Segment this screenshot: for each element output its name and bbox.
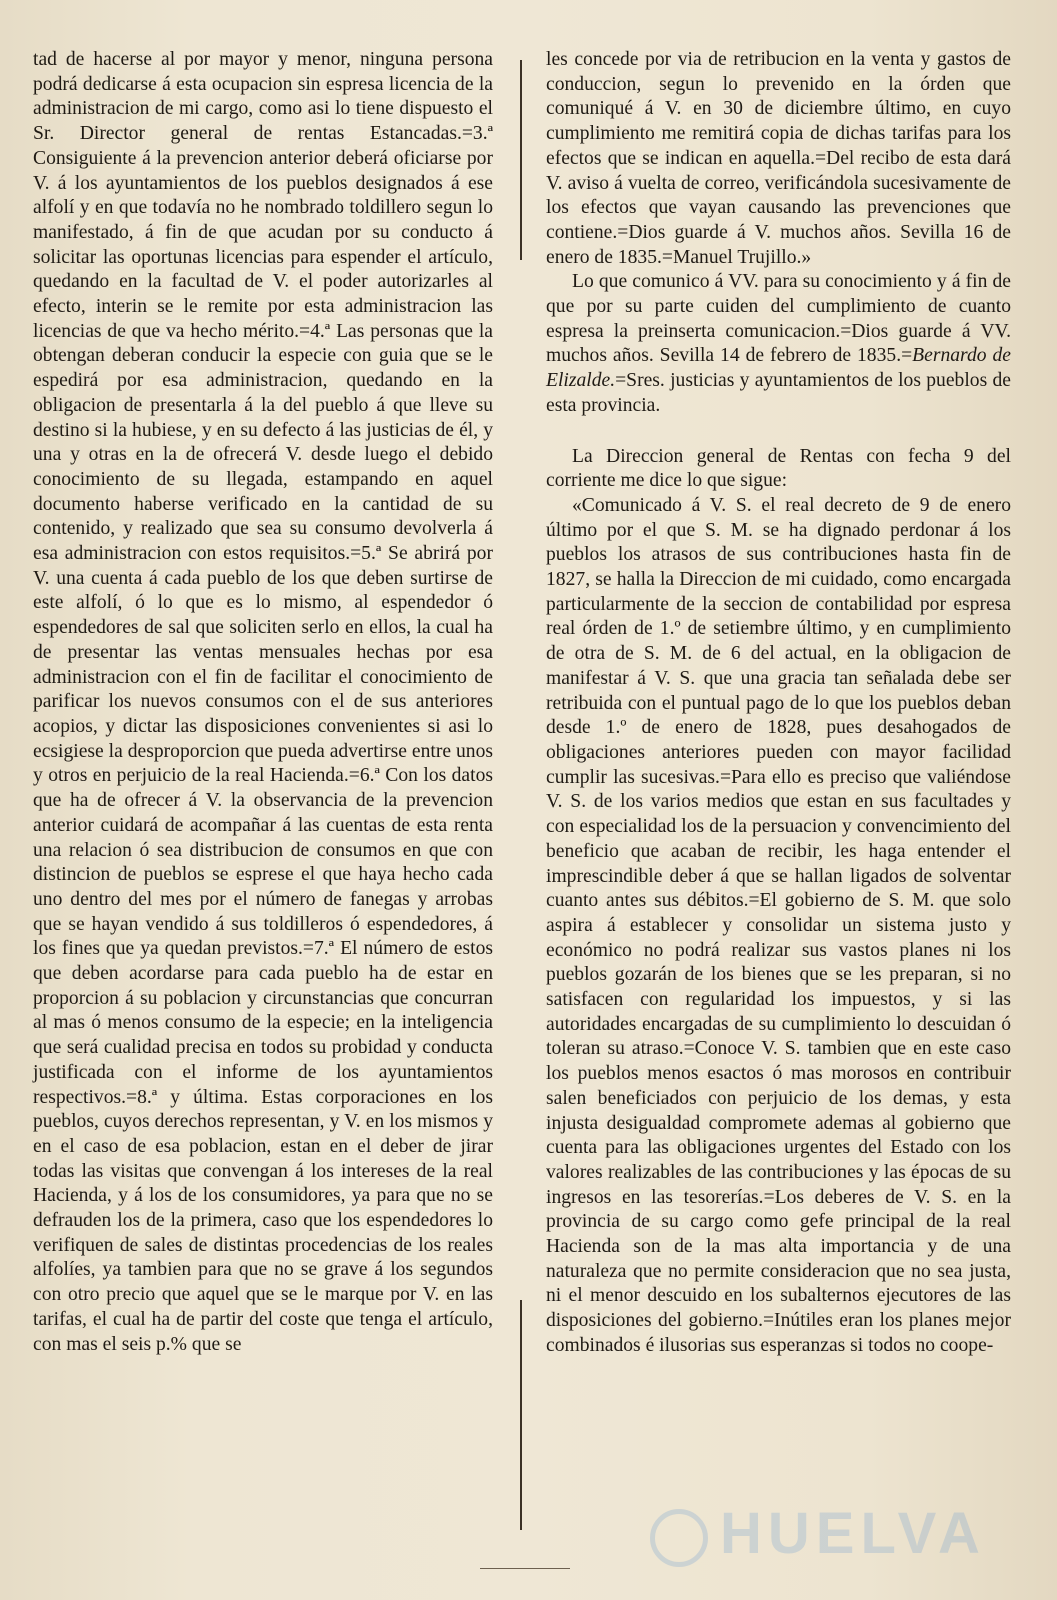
column-divider-bottom [520,1300,522,1530]
right-paragraph-2-text: Lo que comunico á VV. para su conocimiento y á fin de que por su parte cuiden del cumplimiento de cuanto espresa la preinserta comunicacion.=Dios guarde á VV. muchos años. Sevilla 14 de febrero de 1835.= [546,271,1011,367]
right-paragraph-2-end: =Sres. justicias y ayuntamientos de los pueblos de esta provincia. [546,370,1011,416]
signature-elizalde: Bernardo de Elizalde. [546,345,1011,392]
column-divider-top [520,60,522,260]
right-paragraph-1: les concede por via de retribucion en la venta y gastos de conduccion, segun lo prevenido en la órden que comuniqué á V. en 30 de diciembre último, en cuyo cumplimiento me remitirá copia de dichas tarifas para los efectos que se indican en aquella.=Del recibo de esta dará V. aviso á vuelta de correo, verificándola sucesivamente de los efectos que vayan causando las prevenciones que contiene.=Dios guarde á V. muchos años. Sevilla 16 de enero de 1835.=Manuel Trujillo.» [546,49,1011,268]
watermark [650,1500,1010,1580]
watermark-text: HUELVA [720,1501,986,1566]
right-paragraph-4: «Comunicado á V. S. el real decreto de 9 de enero último por el que S. M. se ha dignado perdonar á los pueblos los atrasos de sus contribuciones hasta fin de 1827, se halla la Direccion de mi cuidado, como encargada particularmente de la seccion de contabilidad por espresa real órden de 1.º de setiembre último, y en cumplimiento de otra de S. M. de 6 del actual, en la obligacion de manifestar á V. S. que una gracia tan señalada debe ser retribuida con el puntual pago de lo que los pueblos deban desde 1.º de enero de 1828, pues desahogados de obligaciones anteriores pueden con mayor facilidad cumplir las sucesivas.=Para ello es preciso que valiéndose V. S. de los varios medios que estan en sus facultades y con especialidad los de la persuacion y convencimiento del beneficio que acaban de recibir, les haga entender el imprescindible deber á que se hallan ligados de solventar cuanto antes sus débitos.=El gobierno de S. M. que solo aspira á establecer y consolidar un sistema justo y económico no podrá realizar sus vastos planes ni los pueblos gozarán de los bienes que se les preparan, si no satisfacen con regularidad los impuestos, y si las autoridades encargadas de su cumplimiento lo descuidan ó toleran su atraso.=Conoce V. S. tambien que en este caso los pueblos menos esactos ó mas morosos en contribuir salen beneficiados con perjuicio de los demas, y esta injusta desigualdad compromete ademas al gobierno que cuenta para las obligaciones urgentes del Estado con los valores realizables de las contribuciones y las épocas de su ingresos en las tesorerías.=Los deberes de V. S. en la provincia de su cargo como gefe principal de la real Hacienda son de la mas alta importancia y de una naturaleza que no permite consideracion que no sea justa, ni el menor descuido en los subalternos ejecutores de las disposiciones del gobierno.=Inútiles eran los planes mejor combinados é ilusorias sus esperanzas si todos no coope- [546,494,1011,1356]
right-column [546,48,1011,1359]
right-paragraph-2 [546,270,1011,418]
bottom-rule [480,1568,570,1569]
left-column [33,48,493,1357]
watermark-seal-icon [650,1509,708,1567]
right-paragraph-3: La Direccion general de Rentas con fecha 9 del corriente me dice lo que sigue: [546,445,1011,492]
left-column-paragraph: tad de hacerse al por mayor y menor, ninguna persona podrá dedicarse á esta ocupacion sin espresa licencia de la administracion de mi cargo, como asi lo tiene dispuesto el Sr. Director general de rentas Estancadas.=3.ª Consiguiente á la prevencion anterior deberá oficiarse por V. á los ayuntamientos de los pueblos designados á ese alfolí y en que todavía no he nombrado toldillero segun lo manifestado, á fin de que acudan por su conducto á solicitar las oportunas licencias para espender el artículo, quedando en la facultad de V. el poder autorizarles al efecto, interin se le remite por esta administracion las licencias de que va hecho mérito.=4.ª Las personas que la obtengan deberan conducir la especie con guia que se le espedirá por esa administracion, quedando en la obligacion de presentarla á la del pueblo á que lleve su destino si la hubiese, y en su defecto á las justicias de él, y una y otras en la de ofrecerá V. desde luego el debido conocimiento de su llegada, estampando en aquel documento haberse verificado en la cantidad de su contenido, y realizado que sea su consumo devolverla á esa administracion con estos requisitos.=5.ª Se abrirá por V. una cuenta á cada pueblo de los que deben surtirse de este alfolí, ó lo que es lo mismo, al espendedor ó espendedores de sal que soliciten serlo en ellos, la cual ha de presentar las ventas mensuales hechas por esa administracion con el fin de facilitar el conocimiento de parificar los nuevos consumos con el de sus anteriores acopios, y dictar las disposiciones convenientes si asi lo ecsigiese la desproporcion que pueda advertirse entre unos y otros en perjuicio de la real Hacienda.=6.ª Con los datos que ha de ofrecer á V. la observancia de la prevencion anterior cuidará de acompañar á las cuentas de esta renta una relacion ó sea distribucion de consumos en que con distincion de pueblos se esprese el que haya hecho cada uno dentro del mes por el número de fanegas y arrobas que se hayan vendido á sus toldilleros ó espendedores, á los fines que ya quedan previstos.=7.ª El número de estos que deben acordarse para cada pueblo ha de estar en proporcion á su poblacion y circunstancias que concurran al mas ó menos consumo de la especie; en la inteligencia que será cualidad precisa en todos su probidad y conducta justificada con el informe de los ayuntamientos respectivos.=8.ª y última. Estas corporaciones en los pueblos, cuyos derechos representan, y V. en los mismos y en el caso de esa poblacion, estan en el deber de jirar todas las visitas que convengan á los intereses de la real Hacienda, y á los de los consumidores, ya para que no se defrauden los de la primera, caso que los espendedores lo verifiquen de sales de distintas procedencias de los reales alfolíes, ya tambien para que no se grave á los segundos con otro precio que aquel que se le marque por V. en las tarifas, el cual ha de partir del coste que tenga el artículo, con mas el seis p.% que se [33,49,493,1355]
section-gap [546,419,1011,445]
